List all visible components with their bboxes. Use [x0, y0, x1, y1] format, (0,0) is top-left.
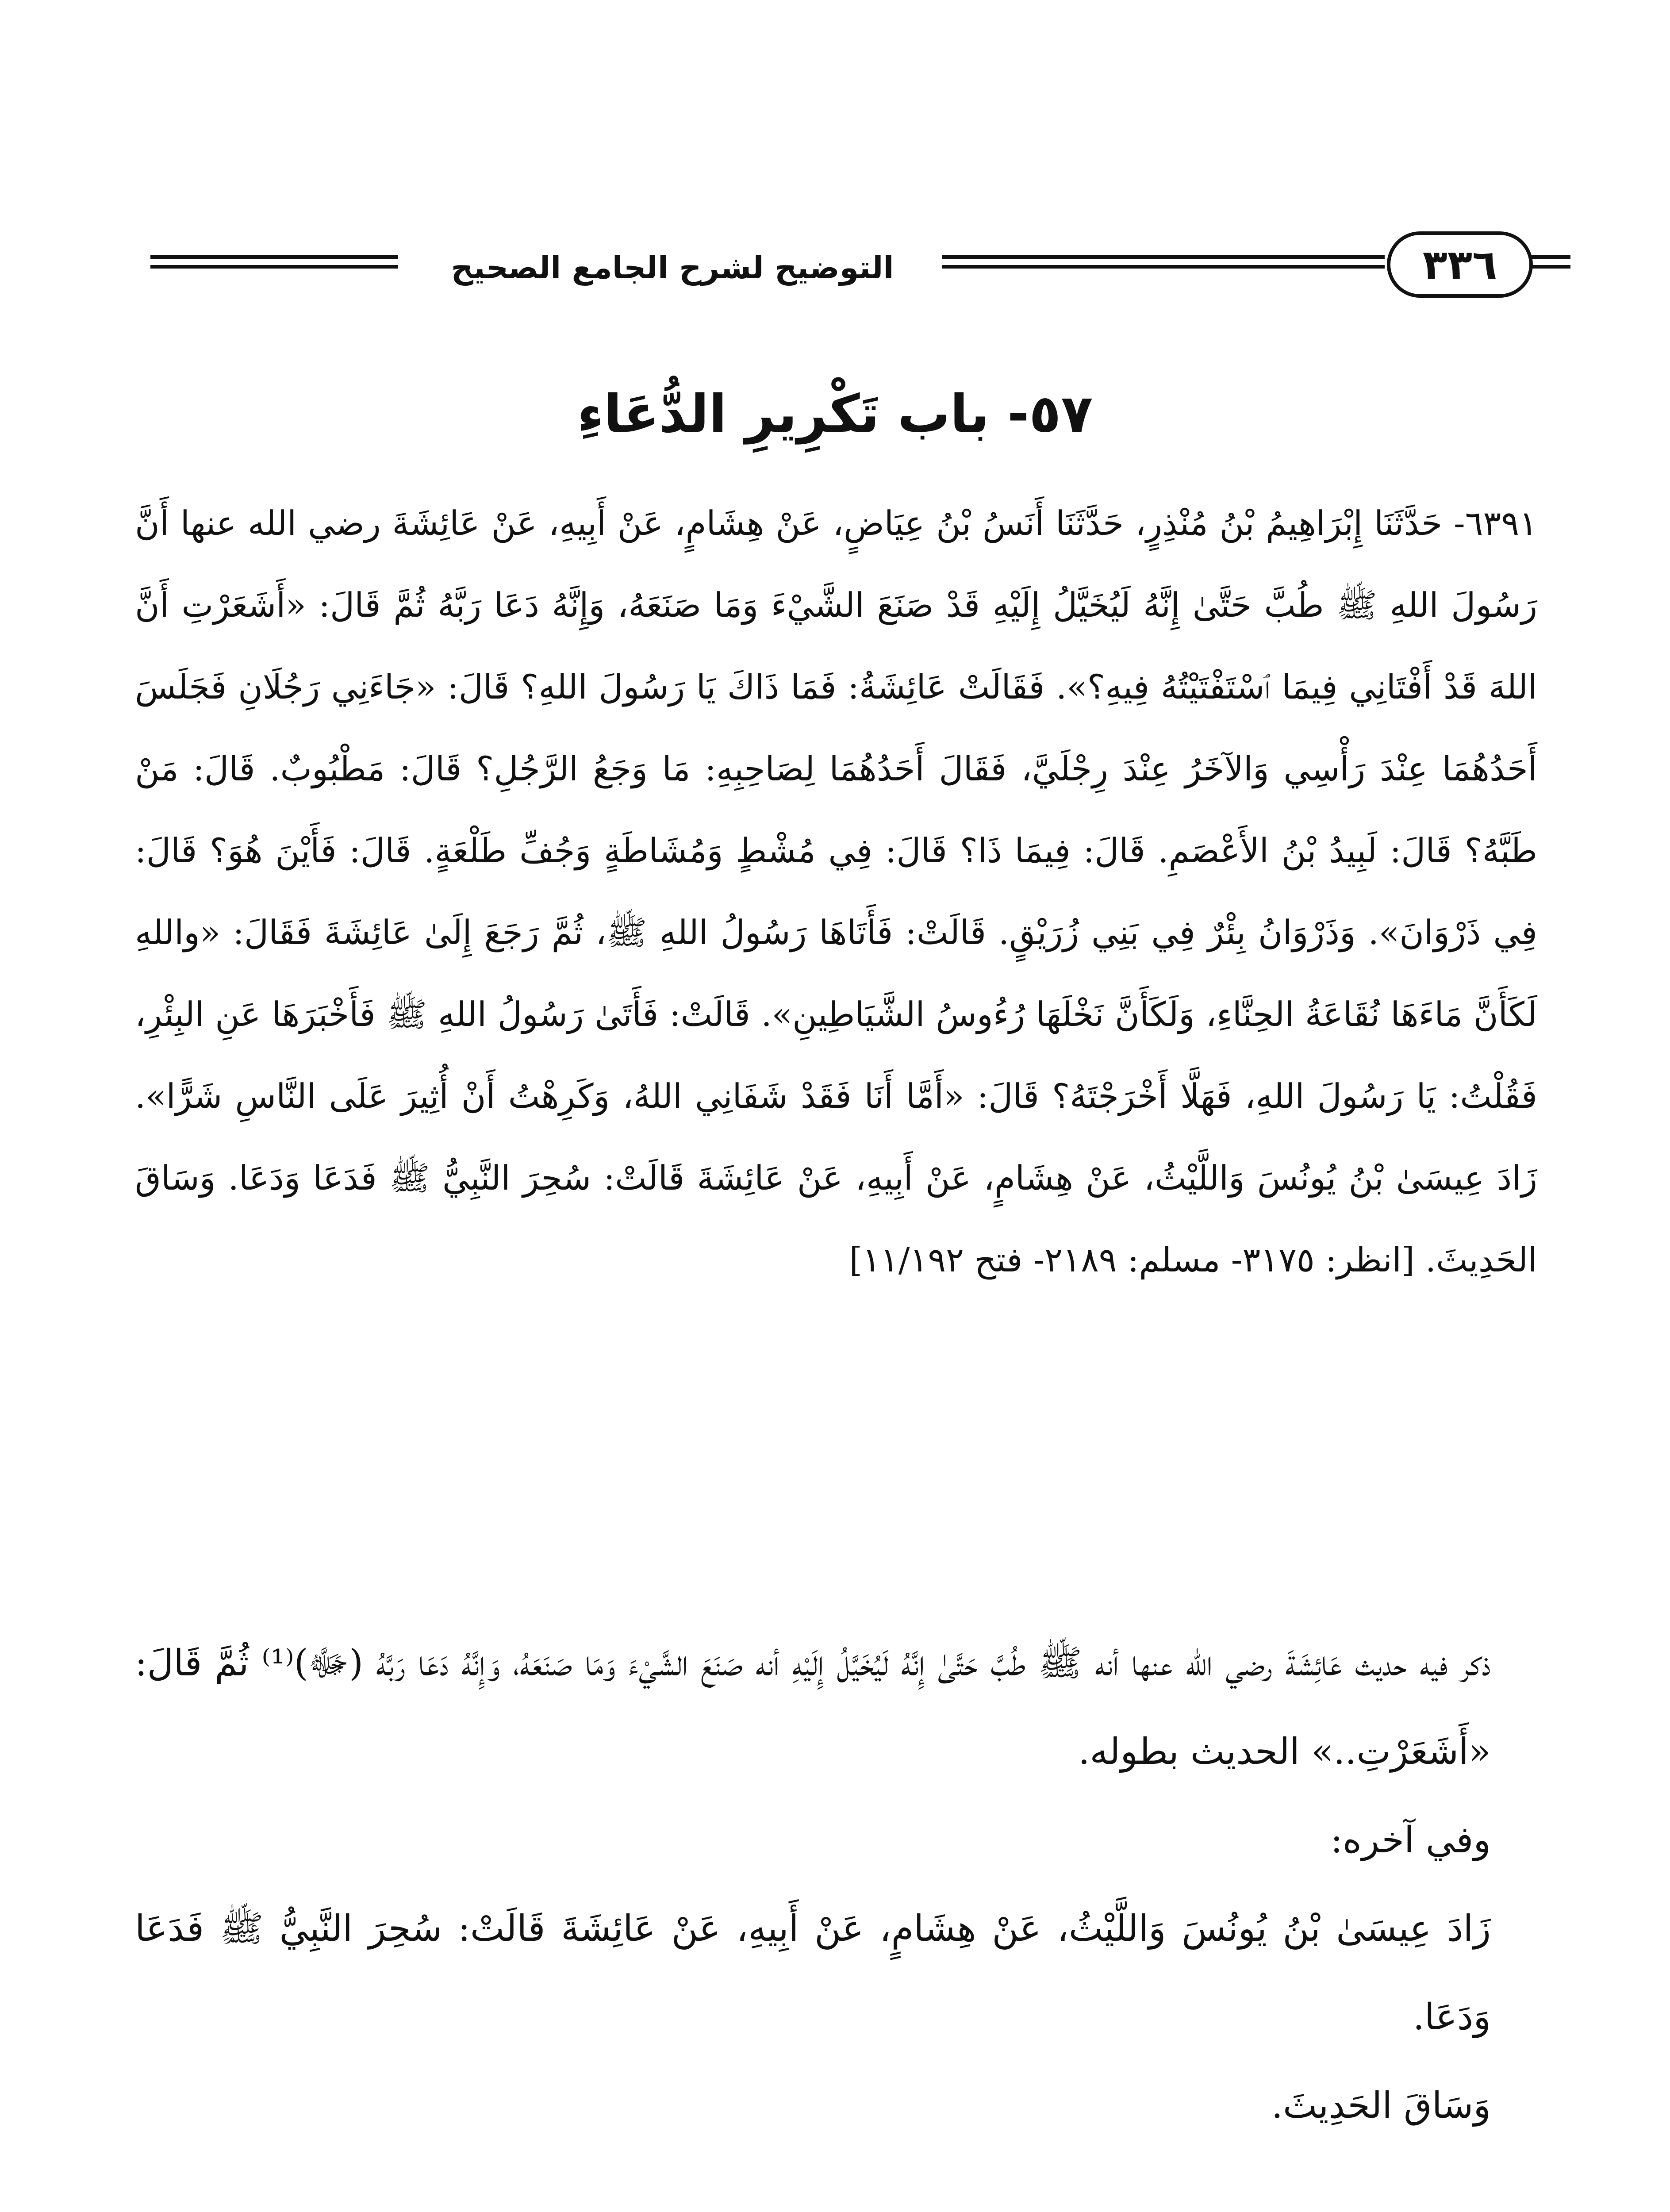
page-number: ٣٣٦: [1387, 231, 1533, 298]
commentary-paragraph: وَسَاقَ الحَدِيثَ.: [1271, 2085, 1491, 2127]
chapter-title: ٥٧- باب تَكْرِيرِ الدُّعَاءِ: [577, 383, 1093, 444]
commentary-paragraph: زَادَ عِيسَىٰ بْنُ يُونُسَ وَاللَّيْثُ، عَنْ هِشَامٍ، عَنْ أَبِيهِ، عَنْ عَائِشَةَ قَالَتْ: سُحِرَ النَّبِيُّ ﷺ فَدَعَا وَدَعَا.: [135, 1908, 1491, 2038]
running-title: التوضيح لشرح الجامع الصحيح: [451, 250, 894, 286]
commentary: [135, 1619, 1537, 2150]
commentary-paragraph: ذكر فيه حديث عَائِشَةَ رضي الله عنها أنه ﷺ طُبَّ حَتَّىٰ إِنَّهُ لَيُخَيَّلُ إِلَيْهِ أنه صَنَعَ الشَّيْءَ وَمَا صَنَعَهُ، وَإِنَّهُ دَعَا رَبَّهُ (ﷻ)⁽¹⁾ ثُمَّ قَالَ: «أَشَعَرْتِ..» الحديث بطوله.: [135, 1642, 1491, 1773]
commentary-paragraph: وفي آخره:: [1330, 1819, 1491, 1861]
running-header: [150, 228, 1517, 307]
header-rule-middle: [942, 255, 1385, 272]
header-rule-left: [150, 255, 398, 272]
hadith-text: ٦٣٩١- حَدَّثَنَا إِبْرَاهِيمُ بْنُ مُنْذِرٍ، حَدَّثَنَا أَنَسُ بْنُ عِيَاضٍ، عَنْ هِشَامٍ، عَنْ أَبِيهِ، عَنْ عَائِشَةَ رضي الله عنها أَنَّ رَسُولَ اللهِ ﷺ طُبَّ حَتَّىٰ إِنَّهُ لَيُخَيَّلُ إِلَيْهِ قَدْ صَنَعَ الشَّيْءَ وَمَا صَنَعَهُ، وَإِنَّهُ دَعَا رَبَّهُ ثُمَّ قَالَ: «أَشَعَرْتِ أَنَّ اللهَ قَدْ أَفْتَانِي فِيمَا ٱسْتَفْتَيْتُهُ فِيهِ؟». فَقَالَتْ عَائِشَةُ: فَمَا ذَاكَ يَا رَسُولَ اللهِ؟ قَالَ: «جَاءَنِي رَجُلَانِ فَجَلَسَ أَحَدُهُمَا عِنْدَ رَأْسِي وَالآخَرُ عِنْدَ رِجْلَيَّ، فَقَالَ أَحَدُهُمَا لِصَاحِبِهِ: مَا وَجَعُ الرَّجُلِ؟ قَالَ: مَطْبُوبٌ. قَالَ: مَنْ طَبَّهُ؟ قَالَ: لَبِيدُ بْنُ الأَعْصَمِ. قَالَ: فِيمَا ذَا؟ قَالَ: فِي مُشْطٍ وَمُشَاطَةٍ وَجُفِّ طَلْعَةٍ. قَالَ: فَأَيْنَ هُوَ؟ قَالَ: فِي ذَرْوَانَ». وَذَرْوَانُ بِئْرٌ فِي بَنِي زُرَيْقٍ. قَالَتْ: فَأَتَاهَا رَسُولُ اللهِ ﷺ، ثُمَّ رَجَعَ إِلَىٰ عَائِشَةَ فَقَالَ: «واللهِ لَكَأَنَّ مَاءَهَا نُقَاعَةُ الحِنَّاءِ، وَلَكَأَنَّ نَخْلَهَا رُءُوسُ الشَّيَاطِينِ». قَالَتْ: فَأَتَىٰ رَسُولُ اللهِ ﷺ فَأَخْبَرَهَا عَنِ البِئْرِ، فَقُلْتُ: يَا رَسُولَ اللهِ، فَهَلَّا أَخْرَجْتَهُ؟ قَالَ: «أَمَّا أَنَا فَقَدْ شَفَانِي اللهُ، وَكَرِهْتُ أَنْ أُثِيرَ عَلَى النَّاسِ شَرًّا». زَادَ عِيسَىٰ بْنُ يُونُسَ وَاللَّيْثُ، عَنْ هِشَامٍ، عَنْ أَبِيهِ، عَنْ عَائِشَةَ قَالَتْ: سُحِرَ النَّبِيُّ ﷺ فَدَعَا وَدَعَا. وَسَاقَ الحَدِيثَ. [انظر: ٣١٧٥- مسلم: ٢١٨٩- فتح ١١/١٩٢]: [135, 503, 1537, 1279]
header-rule-right: [1526, 255, 1570, 272]
